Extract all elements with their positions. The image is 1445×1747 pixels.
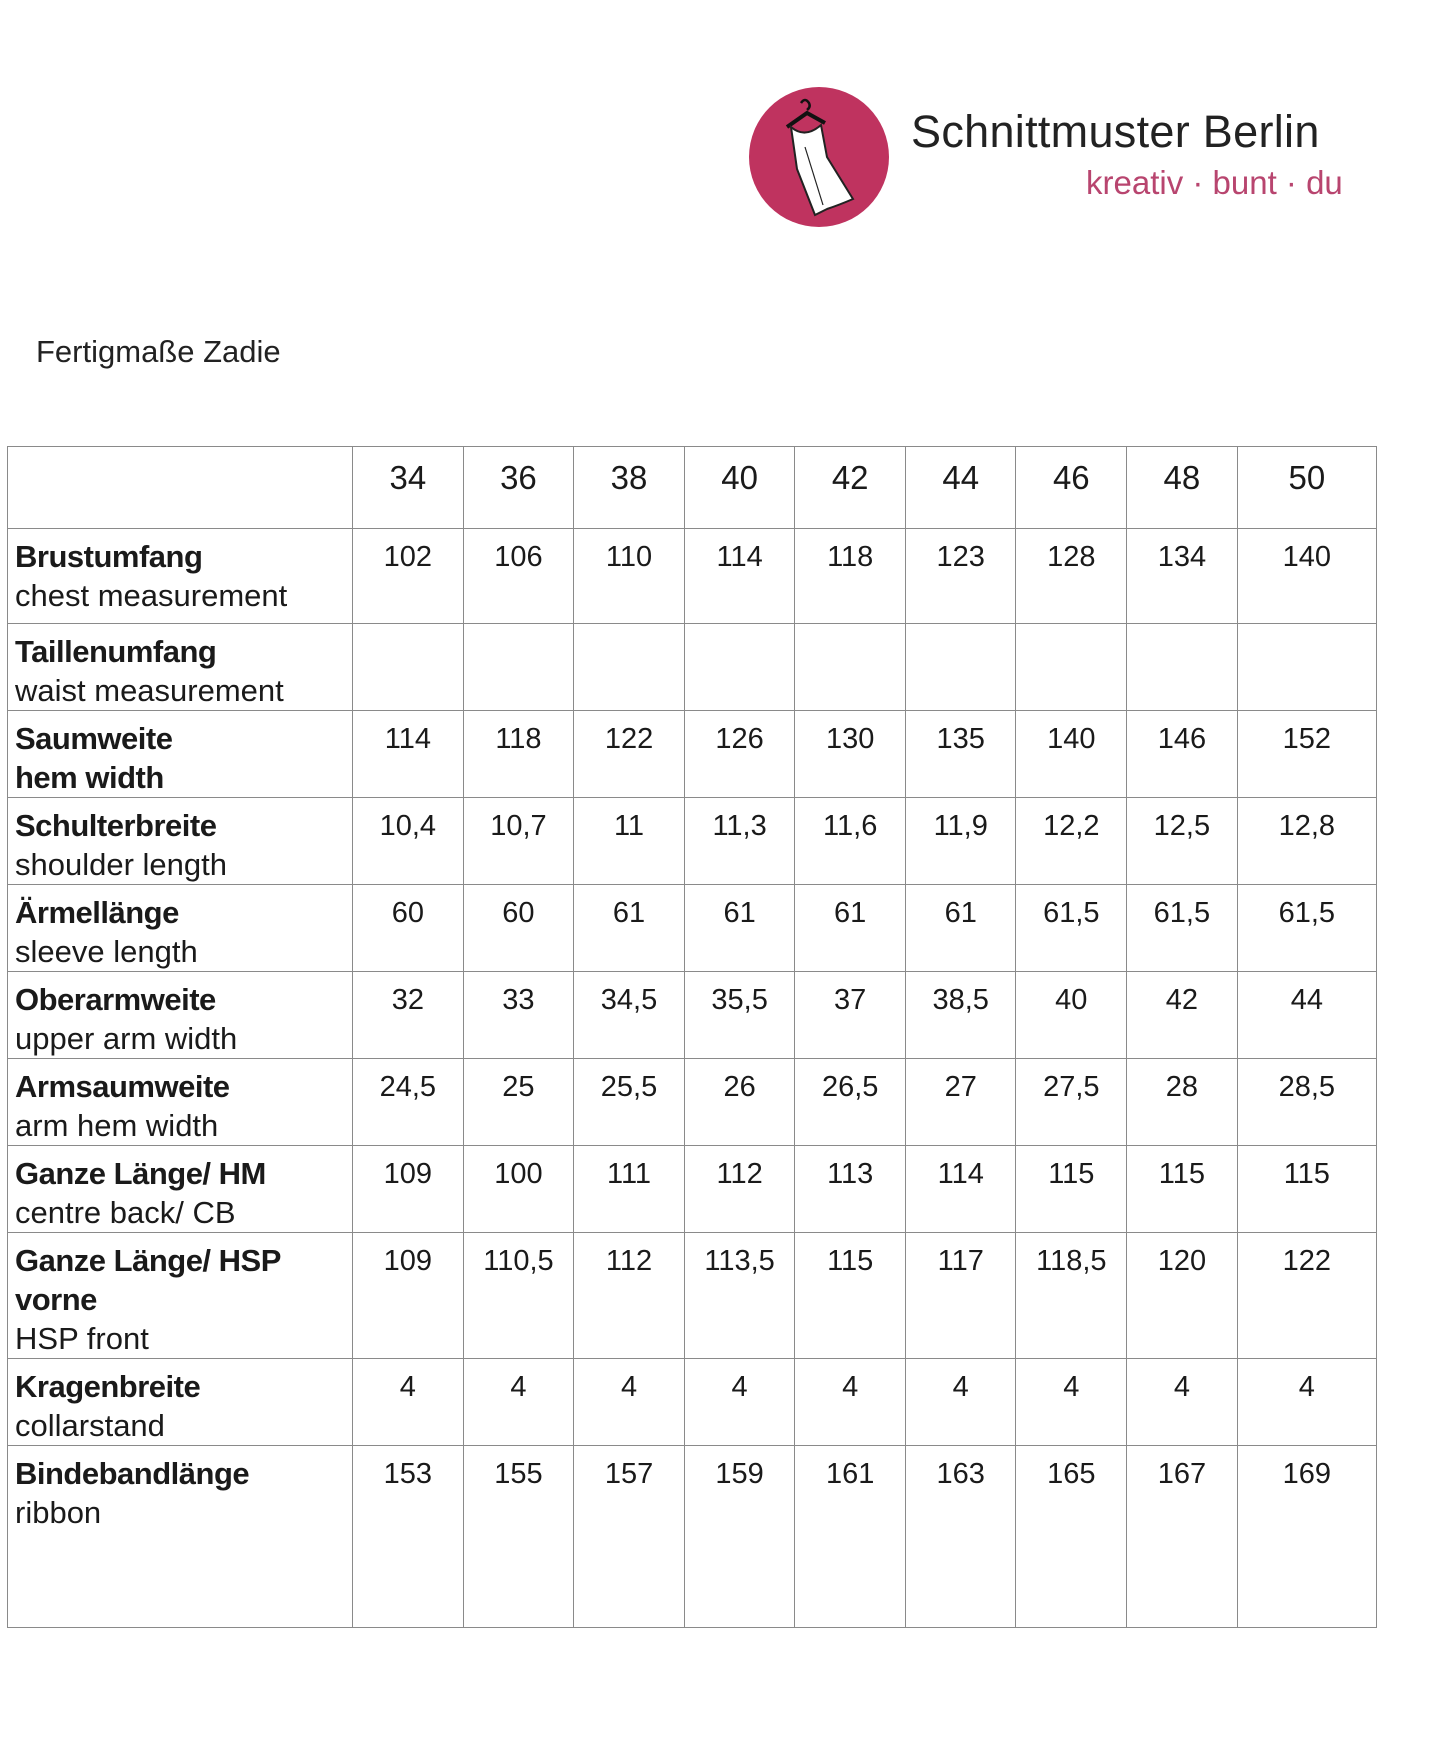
value-cell: 60 <box>353 885 464 972</box>
table-row <box>8 529 1377 624</box>
value-cell: 152 <box>1237 711 1376 798</box>
value-cell: 110 <box>574 529 685 624</box>
value-cell: 111 <box>574 1146 685 1233</box>
value-cell: 155 <box>463 1446 574 1628</box>
value-cell: 112 <box>684 1146 795 1233</box>
size-header: 40 <box>684 447 795 529</box>
value-cell: 40 <box>1016 972 1127 1059</box>
value-cell: 4 <box>1127 1359 1238 1446</box>
value-cell: 109 <box>353 1146 464 1233</box>
value-cell: 12,5 <box>1127 798 1238 885</box>
row-label <box>8 1146 353 1233</box>
value-cell: 4 <box>1237 1359 1376 1446</box>
value-cell: 122 <box>1237 1233 1376 1359</box>
page-title: Fertigmaße Zadie <box>36 334 281 369</box>
value-cell <box>353 624 464 711</box>
label-german: Oberarmweite <box>15 982 216 1017</box>
value-cell: 120 <box>1127 1233 1238 1359</box>
value-cell: 126 <box>684 711 795 798</box>
value-cell: 167 <box>1127 1446 1238 1628</box>
value-cell: 25 <box>463 1059 574 1146</box>
value-cell: 10,7 <box>463 798 574 885</box>
logo-circle <box>749 87 889 227</box>
value-cell: 134 <box>1127 529 1238 624</box>
size-header: 42 <box>795 447 906 529</box>
value-cell: 61,5 <box>1237 885 1376 972</box>
brand-tagline: kreativ · bunt · du <box>1086 164 1343 201</box>
value-cell: 135 <box>905 711 1016 798</box>
row-label <box>8 711 353 798</box>
value-cell: 27 <box>905 1059 1016 1146</box>
value-cell: 12,2 <box>1016 798 1127 885</box>
value-cell: 4 <box>684 1359 795 1446</box>
label-german: Ganze Länge/ HM <box>15 1156 266 1191</box>
table-row <box>8 972 1377 1059</box>
size-header: 46 <box>1016 447 1127 529</box>
label-english: HSP front <box>15 1321 149 1356</box>
value-cell: 115 <box>1016 1146 1127 1233</box>
label-german: Brustumfang <box>15 539 203 574</box>
value-cell: 4 <box>574 1359 685 1446</box>
label-english: ribbon <box>15 1495 102 1530</box>
value-cell: 140 <box>1237 529 1376 624</box>
value-cell: 33 <box>463 972 574 1059</box>
value-cell: 12,8 <box>1237 798 1376 885</box>
value-cell <box>684 624 795 711</box>
value-cell: 11,3 <box>684 798 795 885</box>
row-label <box>8 624 353 711</box>
value-cell <box>905 624 1016 711</box>
table-row <box>8 1359 1377 1446</box>
value-cell: 118 <box>463 711 574 798</box>
value-cell: 140 <box>1016 711 1127 798</box>
label-german: Taillenumfang <box>15 634 217 669</box>
size-table <box>7 446 1377 1628</box>
value-cell: 114 <box>353 711 464 798</box>
label-english: chest measurement <box>15 578 288 613</box>
table-row <box>8 1146 1377 1233</box>
label-english: shoulder length <box>15 847 227 882</box>
label-english: arm hem width <box>15 1108 219 1143</box>
value-cell <box>1127 624 1238 711</box>
value-cell: 11,6 <box>795 798 906 885</box>
value-cell: 26 <box>684 1059 795 1146</box>
value-cell: 113 <box>795 1146 906 1233</box>
value-cell: 113,5 <box>684 1233 795 1359</box>
value-cell: 11 <box>574 798 685 885</box>
label-english: upper arm width <box>15 1021 238 1056</box>
value-cell: 27,5 <box>1016 1059 1127 1146</box>
value-cell: 122 <box>574 711 685 798</box>
value-cell: 106 <box>463 529 574 624</box>
value-cell: 117 <box>905 1233 1016 1359</box>
row-label <box>8 1059 353 1146</box>
label-german: Kragenbreite <box>15 1369 201 1404</box>
table-row <box>8 711 1377 798</box>
value-cell <box>574 624 685 711</box>
brand-name: Schnittmuster Berlin <box>911 106 1320 157</box>
value-cell: 165 <box>1016 1446 1127 1628</box>
value-cell: 38,5 <box>905 972 1016 1059</box>
value-cell: 109 <box>353 1233 464 1359</box>
label-english: hem width <box>15 760 164 795</box>
value-cell: 112 <box>574 1233 685 1359</box>
size-header: 50 <box>1237 447 1376 529</box>
value-cell: 61 <box>684 885 795 972</box>
table-row <box>8 885 1377 972</box>
label-german: Ganze Länge/ HSP vorne <box>15 1243 281 1317</box>
label-english: waist measurement <box>15 673 284 708</box>
row-label <box>8 529 353 624</box>
value-cell: 128 <box>1016 529 1127 624</box>
value-cell: 44 <box>1237 972 1376 1059</box>
size-header: 44 <box>905 447 1016 529</box>
value-cell: 4 <box>463 1359 574 1446</box>
value-cell: 61,5 <box>1127 885 1238 972</box>
value-cell: 25,5 <box>574 1059 685 1146</box>
label-german: Bindebandlänge <box>15 1456 250 1491</box>
value-cell: 130 <box>795 711 906 798</box>
value-cell: 118,5 <box>1016 1233 1127 1359</box>
table-row <box>8 1059 1377 1146</box>
value-cell <box>463 624 574 711</box>
value-cell: 110,5 <box>463 1233 574 1359</box>
value-cell: 61 <box>574 885 685 972</box>
value-cell: 61,5 <box>1016 885 1127 972</box>
row-label <box>8 885 353 972</box>
value-cell: 28 <box>1127 1059 1238 1146</box>
value-cell: 161 <box>795 1446 906 1628</box>
row-label <box>8 1446 353 1628</box>
value-cell: 114 <box>905 1146 1016 1233</box>
header-row <box>8 447 1377 529</box>
value-cell: 115 <box>1237 1146 1376 1233</box>
value-cell: 115 <box>795 1233 906 1359</box>
value-cell: 42 <box>1127 972 1238 1059</box>
table-row <box>8 1233 1377 1359</box>
label-german: Schulterbreite <box>15 808 217 843</box>
value-cell: 114 <box>684 529 795 624</box>
value-cell: 32 <box>353 972 464 1059</box>
value-cell: 123 <box>905 529 1016 624</box>
value-cell <box>1016 624 1127 711</box>
label-english: collarstand <box>15 1408 165 1443</box>
value-cell <box>1237 624 1376 711</box>
label-german: Armsaumweite <box>15 1069 230 1104</box>
value-cell: 34,5 <box>574 972 685 1059</box>
label-english: centre back/ CB <box>15 1195 236 1230</box>
label-english: sleeve length <box>15 934 198 969</box>
value-cell: 4 <box>905 1359 1016 1446</box>
value-cell: 28,5 <box>1237 1059 1376 1146</box>
table-row <box>8 1446 1377 1628</box>
table-row <box>8 798 1377 885</box>
value-cell: 115 <box>1127 1146 1238 1233</box>
table-row <box>8 624 1377 711</box>
value-cell <box>795 624 906 711</box>
value-cell: 169 <box>1237 1446 1376 1628</box>
value-cell: 102 <box>353 529 464 624</box>
dress-on-hanger-icon <box>749 87 889 227</box>
empty-header-cell <box>8 447 353 529</box>
label-german: Saumweite <box>15 721 173 756</box>
value-cell: 4 <box>1016 1359 1127 1446</box>
size-header: 48 <box>1127 447 1238 529</box>
value-cell: 4 <box>795 1359 906 1446</box>
value-cell: 35,5 <box>684 972 795 1059</box>
row-label <box>8 1359 353 1446</box>
row-label <box>8 972 353 1059</box>
row-label <box>8 798 353 885</box>
value-cell: 37 <box>795 972 906 1059</box>
value-cell: 24,5 <box>353 1059 464 1146</box>
size-header: 36 <box>463 447 574 529</box>
label-german: Ärmellänge <box>15 895 179 930</box>
value-cell: 26,5 <box>795 1059 906 1146</box>
value-cell: 153 <box>353 1446 464 1628</box>
value-cell: 61 <box>795 885 906 972</box>
size-header: 38 <box>574 447 685 529</box>
value-cell: 60 <box>463 885 574 972</box>
value-cell: 163 <box>905 1446 1016 1628</box>
value-cell: 159 <box>684 1446 795 1628</box>
value-cell: 61 <box>905 885 1016 972</box>
value-cell: 146 <box>1127 711 1238 798</box>
value-cell: 100 <box>463 1146 574 1233</box>
value-cell: 4 <box>353 1359 464 1446</box>
value-cell: 10,4 <box>353 798 464 885</box>
value-cell: 118 <box>795 529 906 624</box>
value-cell: 11,9 <box>905 798 1016 885</box>
value-cell: 157 <box>574 1446 685 1628</box>
row-label <box>8 1233 353 1359</box>
size-header: 34 <box>353 447 464 529</box>
